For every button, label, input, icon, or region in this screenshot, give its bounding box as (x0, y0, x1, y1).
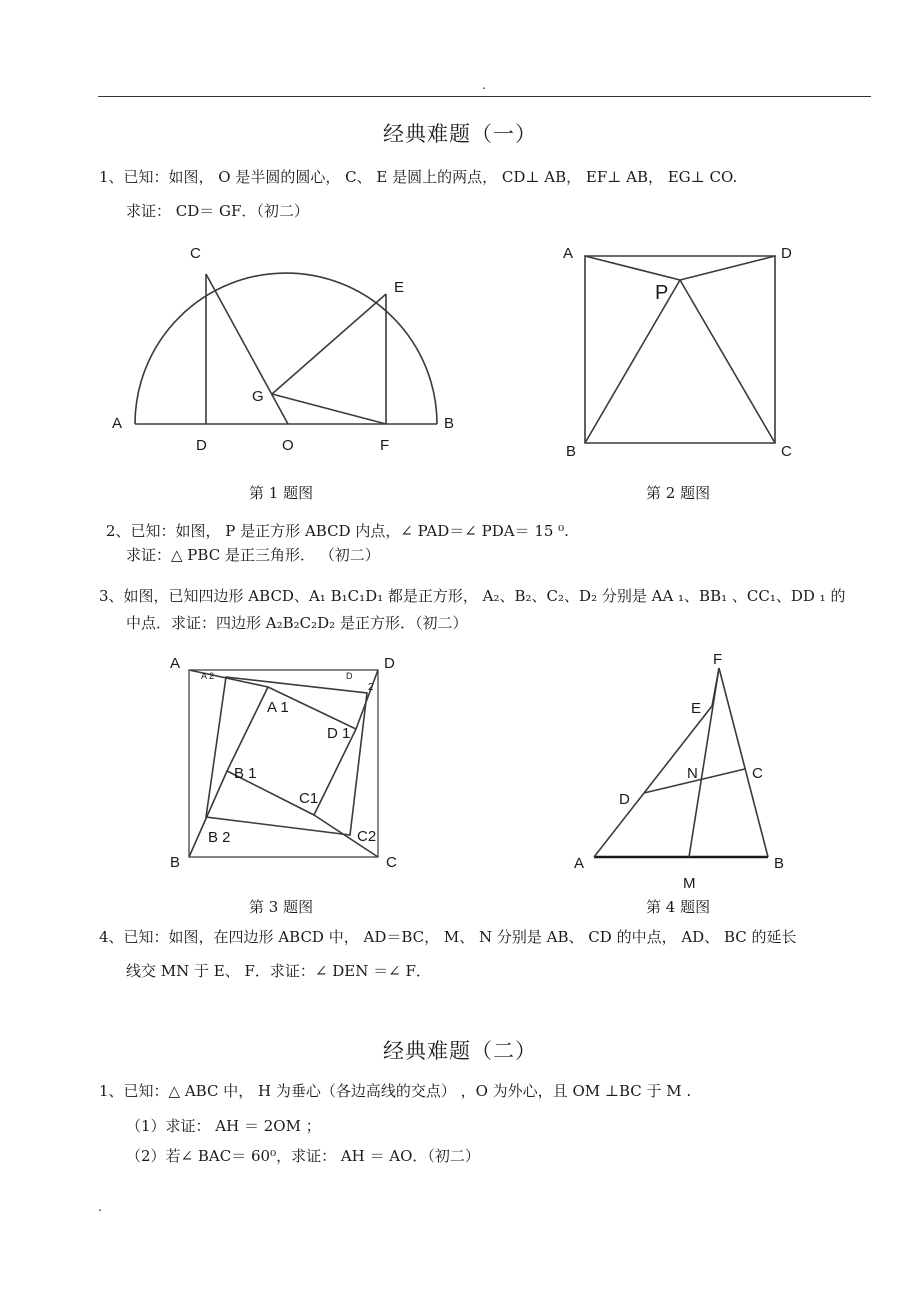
fig3-square-ABCD (189, 670, 378, 857)
fig4-line-AE (594, 706, 712, 857)
problem-1-text: 1、已知：如图， O 是半圆的圆心， C、 E 是圆上的两点， CD⊥ AB， EF⊥ AB， EG⊥ CO. (99, 168, 738, 186)
figure-1-caption: 第 1 题图 (249, 484, 314, 502)
fig3-label-D1: D 1 (327, 725, 351, 742)
fig1-label-E: E (394, 279, 405, 296)
fig3-label-A: A (170, 655, 181, 672)
fig2-line-DP (680, 256, 775, 280)
fig3-line-DD1 (356, 670, 378, 729)
fig3-line-CC1 (314, 815, 378, 857)
fig4-label-B: B (774, 855, 785, 872)
fig3-square-A2B2C2D2 (206, 677, 367, 835)
fig3-label-C1: C1 (299, 790, 319, 807)
fig3-line-AA1 (189, 670, 268, 687)
fig1-line-CO (206, 274, 288, 424)
problem-1-proof: 求证： CD＝ GF．（初二） (126, 202, 309, 220)
fig1-label-G: G (252, 388, 264, 405)
fig4-label-N: N (687, 765, 698, 782)
fig4-label-A: A (574, 855, 585, 872)
fig1-label-F: F (380, 437, 390, 454)
fig4-label-D: D (619, 791, 630, 808)
fig4-line-MF (689, 668, 719, 857)
figure-4-caption: 第 4 题图 (646, 898, 711, 916)
fig1-label-A: A (112, 415, 123, 432)
fig2-line-CP (680, 280, 775, 443)
fig3-label-B1: B 1 (234, 765, 257, 782)
problem-2-text: 2、已知：如图， P 是正方形 ABCD 内点，∠ PAD＝∠ PDA＝ 15 ⁰. (106, 522, 569, 540)
fig3-label-D2: D (346, 671, 353, 681)
figure-3-caption: 第 3 题图 (249, 898, 314, 916)
fig4-label-M: M (683, 875, 696, 892)
section2-problem-1-part2: （2）若∠ BAC＝ 60⁰，求证： AH ＝ AO．（初二） (126, 1147, 480, 1165)
fig3-label-D: D (384, 655, 395, 672)
fig1-label-B: B (444, 415, 455, 432)
header-rule (98, 96, 871, 97)
fig2-line-BP (585, 280, 680, 443)
fig3-label-A2: A 2 (201, 671, 215, 681)
problem-4-text: 4、已知：如图，在四边形 ABCD 中， AD＝BC， M、 N 分别是 AB、 CD 的中点， AD、 BC 的延长 (99, 928, 797, 946)
fig3-label-C: C (386, 854, 397, 871)
fig4-line-EF (712, 668, 719, 706)
fig1-label-C: C (190, 245, 201, 262)
problem-3-text: 3、如图，已知四边形 ABCD、A₁ B₁C₁D₁ 都是正方形， A₂、B₂、C₂、D₂ 分别是 AA ₁、BB₁ 、CC₁、DD ₁ 的 (99, 587, 846, 605)
fig4-line-DC (644, 769, 745, 793)
fig3-square-A1B1C1D1 (227, 687, 356, 815)
problem-3-proof: 中点．求证：四边形 A₂B₂C₂D₂ 是正方形．（初二） (126, 614, 468, 632)
header-dot: . (482, 78, 486, 92)
fig2-label-D: D (781, 245, 792, 262)
footer-dot: . (98, 1200, 102, 1214)
fig4-label-F: F (713, 651, 723, 668)
fig3-label-B2: B 2 (208, 829, 231, 846)
section-title-1: 经典难题（一） (383, 122, 537, 146)
fig3-label-A1: A 1 (267, 699, 289, 716)
problem-2-proof: 求证：△ PBC 是正三角形． （初二） (126, 546, 380, 564)
fig1-line-GF (272, 394, 386, 424)
fig3-label-C2: C2 (357, 828, 377, 845)
figure-2-caption: 第 2 题图 (646, 484, 711, 502)
fig4-label-C: C (752, 765, 763, 782)
fig3-label-B: B (170, 854, 181, 871)
fig2-label-C: C (781, 443, 792, 460)
fig1-label-O: O (282, 437, 294, 454)
fig1-line-EG (272, 294, 386, 394)
fig1-arc (135, 273, 437, 424)
section2-problem-1-text: 1、已知：△ ABC 中， H 为垂心（各边高线的交点） ，O 为外心，且 OM ⊥BC 于 M . (99, 1082, 692, 1100)
fig4-label-E: E (691, 700, 702, 717)
fig2-label-B: B (566, 443, 577, 460)
section2-problem-1-part1: （1）求证： AH ＝ 2OM ； (126, 1117, 321, 1135)
fig1-label-D: D (196, 437, 207, 454)
fig2-label-A: A (563, 245, 574, 262)
fig3-line-BB1 (189, 771, 227, 857)
problem-4-proof: 线交 MN 于 E、 F．求证：∠ DEN ＝∠ F． (126, 962, 431, 980)
section-title-2: 经典难题（二） (383, 1039, 537, 1063)
fig3-label-D2-sub: 2 (368, 682, 374, 693)
fig2-line-AP (585, 256, 680, 280)
fig4-line-BF (719, 668, 768, 857)
fig2-square (585, 256, 775, 443)
fig2-label-P: P (655, 282, 669, 304)
